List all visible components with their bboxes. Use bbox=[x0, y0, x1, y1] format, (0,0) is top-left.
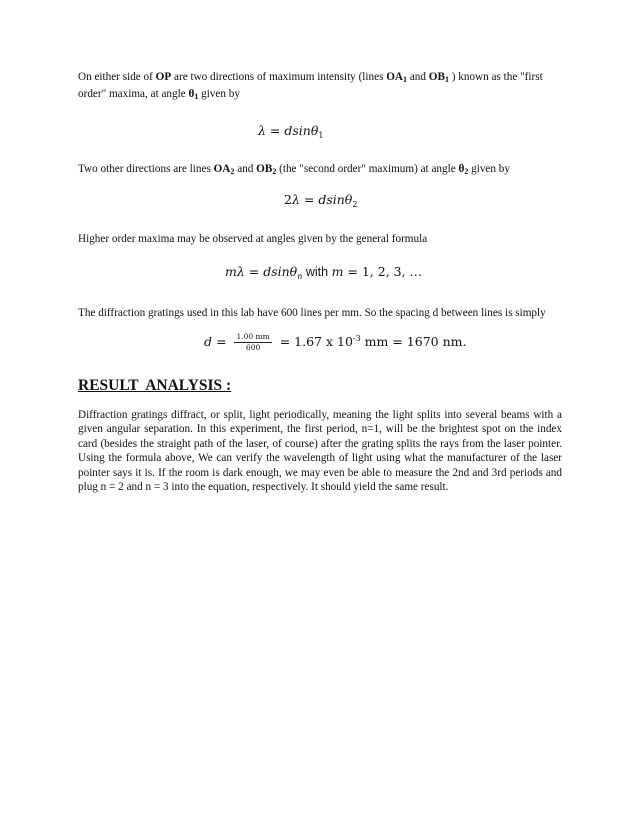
paragraph-second-order: Two other directions are lines $OA_2$ and $OB_2$ (the "second order" maximum) at angle $\theta_2$ given by bbox=[78, 163, 510, 176]
paragraph-higher-order: Higher order maxima may be observed at angles given by the general formula bbox=[78, 233, 428, 245]
section-heading-result-analysis: RESULT ANALYSIS : bbox=[78, 377, 232, 394]
paragraph-grating-spacing: The diffraction gratings used in this lab have 600 lines per mm. So the spacing d between lines is simply bbox=[78, 307, 546, 319]
equation-second-order: 2λ = dsinθ$_2$ bbox=[284, 192, 358, 209]
equation-general-formula: mλ = dsinθ$_n$ with m = 1, 2, 3, … bbox=[225, 264, 423, 281]
equation-spacing: d = $\frac{1.00 mm}{600}$ = 1.67 x $10^{-3}$ mm = 1670 nm. bbox=[204, 332, 467, 352]
paragraph-first-order: On either side of OP are two directions of maximum intensity (lines $OA_1$ and $OB_1$ ) known as the "first order" maxima, at angle $\theta_1$ given by bbox=[78, 71, 543, 102]
fraction: $\frac{1.00 mm}{600}$ bbox=[236, 332, 270, 352]
paragraph-result-analysis: Diffraction gratings diffract, or split, light periodically, meaning the light splits into several beams with a given angular separation. In this experiment, the first period, n=1, will be the brightest spot on the index card (besides the straight path of the laser, of course) after the grating splits the rays from the laser pointer. Using the formula above, We can verify the wavelength of light using what the manufacturer of the laser pointer says it is. If the room is dark enough, we may even be able to measure the 2nd and 3rd periods and plug n = 2 and n = 3 into the equation, respectively. It should yield the same result. bbox=[78, 409, 562, 494]
equation-first-order: λ = dsinθ$_1$ bbox=[258, 123, 324, 140]
